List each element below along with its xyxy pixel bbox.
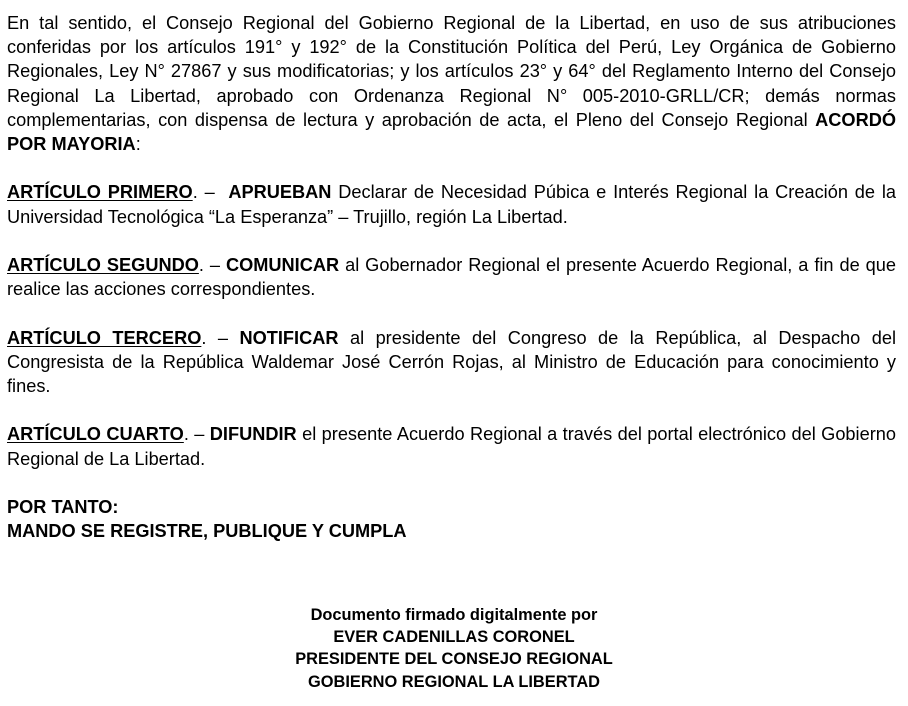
article-2-verb: COMUNICAR bbox=[225, 255, 340, 275]
article-3 bbox=[7, 326, 896, 399]
intro-end: : bbox=[135, 134, 141, 155]
intro-text: En tal sentido, el Consejo Regional del Gobierno Regional de la Libertad, en uso de sus atribuciones conferidas por los artículos 191° y 192° de la Constitución Política del Perú, Ley Orgánica de Gobierno Regionales, Ley N° 27867 y sus modificatorias; y los artículos 23° y 64° del Reglamento Interno del Consejo Regional La Libertad, aprobado con Ordenanza Regional N° 005-2010-GRLL/CR; demás normas complementarias, con dispensa de lectura y aprobación de acta, el Pleno del Consejo Regional bbox=[7, 13, 896, 130]
article-4-verb: DIFUNDIR bbox=[209, 424, 297, 445]
article-3-separator: . – bbox=[201, 327, 240, 348]
decision-text: ACORDÓ POR MAYORIA bbox=[7, 109, 896, 155]
article-3-heading: ARTÍCULO TERCERO bbox=[7, 327, 202, 348]
article-1-body: Declarar de Necesidad Púbica e Interés Regional la Creación de la Universidad Tecnológica “La Esperanza” – Trujillo, región La Libertad. bbox=[7, 182, 896, 227]
article-1 bbox=[7, 180, 896, 228]
signature-line-1: Documento firmado digitalmente por bbox=[310, 606, 598, 624]
article-3-verb: NOTIFICAR bbox=[239, 327, 339, 348]
signature-organization: GOBIERNO REGIONAL LA LIBERTAD bbox=[308, 672, 600, 691]
intro-paragraph bbox=[7, 11, 896, 156]
article-1-heading: ARTÍCULO PRIMERO bbox=[7, 182, 193, 203]
article-4-body: el presente Acuerdo Regional a través del portal electrónico del Gobierno Regional de La Libertad. bbox=[7, 424, 896, 469]
article-2-body: al Gobernador Regional el presente Acuerdo Regional, a fin de que realice las acciones correspondientes. bbox=[7, 255, 897, 300]
article-1-verb: APRUEBAN bbox=[228, 182, 332, 203]
document-body bbox=[7, 11, 896, 543]
article-1-separator: . – bbox=[192, 182, 229, 203]
article-4 bbox=[7, 422, 896, 470]
article-4-heading: ARTÍCULO CUARTO bbox=[7, 424, 184, 445]
article-4-separator: . – bbox=[183, 424, 210, 445]
closing-line-1: POR TANTO: bbox=[7, 496, 119, 517]
closing-line-2: MANDO SE REGISTRE, PUBLIQUE Y CUMPLA bbox=[7, 521, 407, 542]
article-2-heading: ARTÍCULO SEGUNDO bbox=[7, 255, 199, 275]
signature-name: EVER CADENILLAS CORONEL bbox=[333, 628, 575, 647]
article-3-body: al presidente del Congreso de la República, al Despacho del Congresista de la República Waldemar José Cerrón Rojas, al Ministro de Educación para conocimiento y fines. bbox=[7, 327, 897, 396]
article-2-separator: . – bbox=[198, 255, 226, 275]
signature-block bbox=[0, 604, 908, 693]
signature-title: PRESIDENTE DEL CONSEJO REGIONAL bbox=[295, 650, 613, 669]
article-2 bbox=[7, 253, 896, 301]
